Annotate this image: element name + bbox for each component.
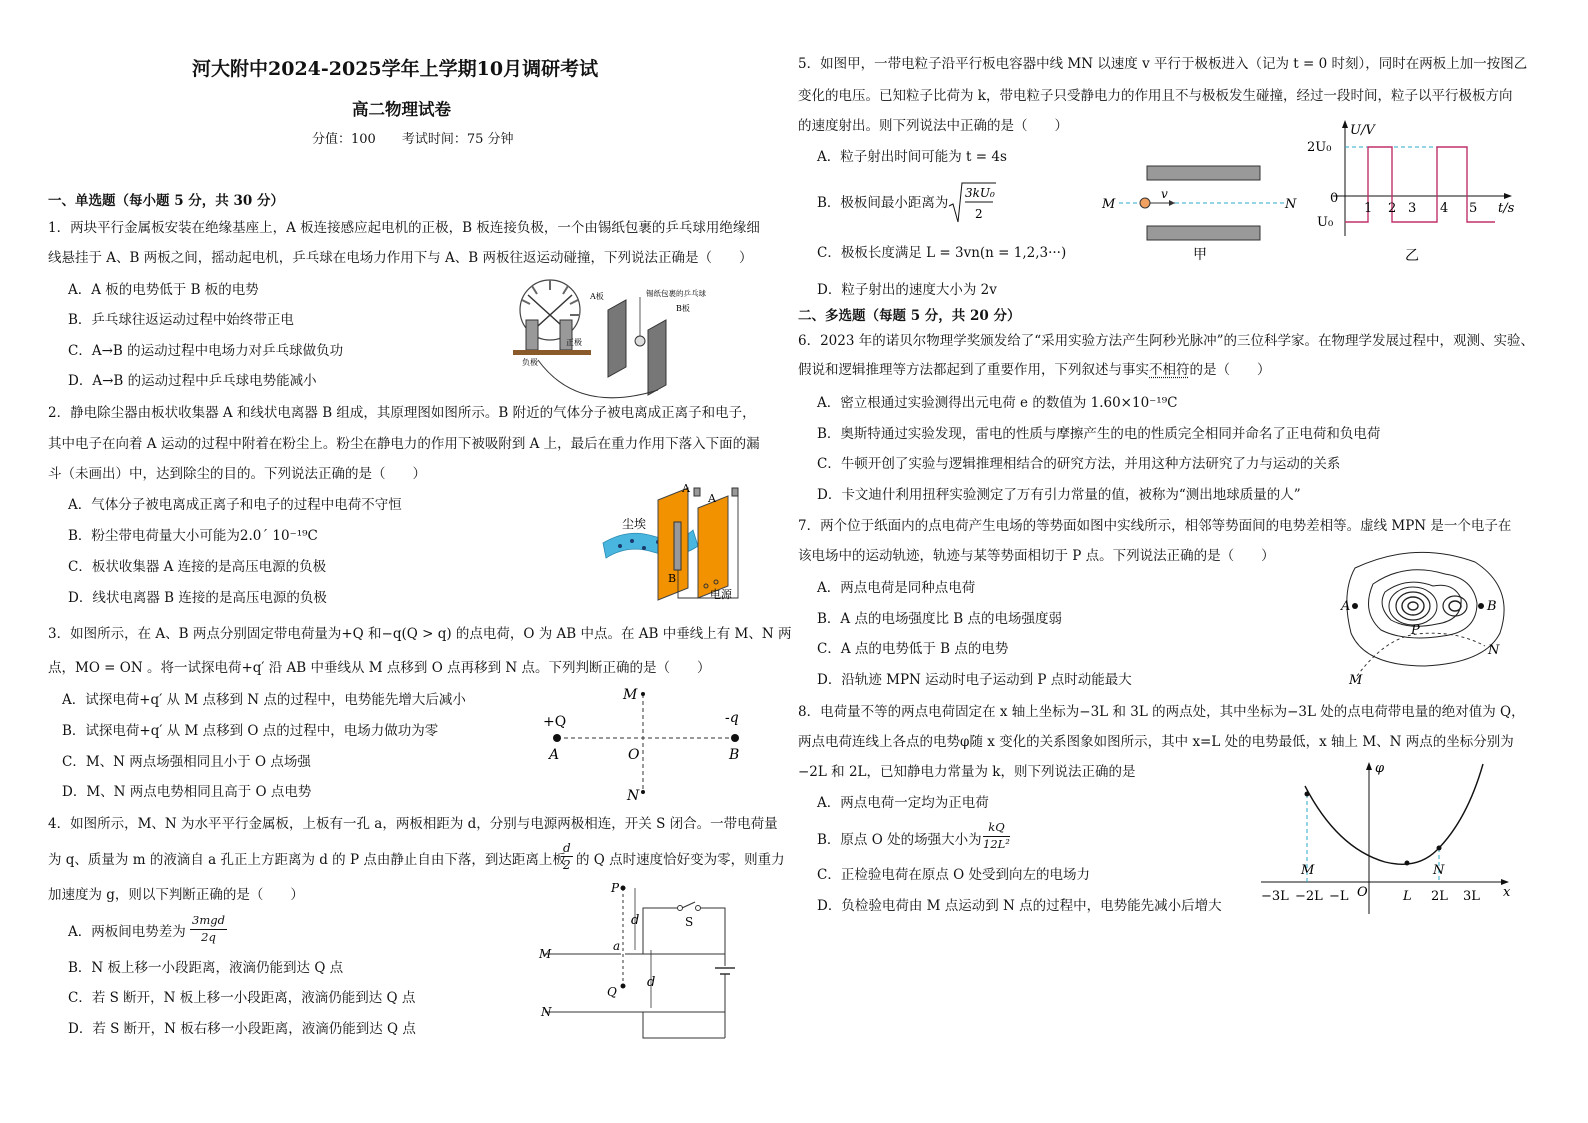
q7-fig-m-label: M: [1349, 673, 1363, 688]
q6-stem-line1: 6．2023 年的诺贝尔物理学奖颁发给了“采用实验方法产生阿秒光脉冲”的三位科学家。在物理学发展过程中，观测、实验、: [798, 333, 1535, 349]
q5-fig-v-label: v: [1161, 187, 1168, 201]
q5-figure-jia: [1095, 160, 1295, 265]
q1-stem-line1: 1．两块平行金属板安装在绝缘基座上，A 板连接感应起电机的正极，B 板连接负极，一个由锡纸包裹的乒乓球用绝缘细: [48, 220, 760, 236]
q3-stem-line1: 3．如图所示，在 A、B 两点分别固定带电荷量为+Q 和−q(Q > q) 的点电荷，O 为 AB 中点。在 AB 中垂线上有 M、N 两: [48, 626, 792, 642]
q4-fig-n-label: N: [541, 1005, 552, 1019]
q4-fig-q-label: Q: [607, 985, 617, 999]
q2-fig-a1-label: A: [682, 482, 690, 495]
q3-fig-b-label: B: [729, 747, 740, 763]
q7-fig-n-label: N: [1488, 643, 1500, 658]
q4-frac-num: d: [563, 841, 571, 855]
q8-option-b-prefix[interactable]: B．原点 O 处的场强大小为: [817, 832, 982, 848]
q5-fig-m-label: M: [1102, 197, 1116, 212]
q2-figure: [598, 478, 773, 603]
q6-option-b[interactable]: B．奥斯特通过实验发现，雷电的性质与摩擦产生的电的性质完全相同并命名了正电荷和负电荷: [817, 426, 1381, 442]
q1-fig-base-label: 负极: [522, 358, 538, 367]
q7-option-c[interactable]: C．A 点的电势低于 B 点的电势: [817, 641, 1009, 657]
q7-option-b[interactable]: B．A 点的电场强度比 B 点的电场强度弱: [817, 611, 1062, 627]
q5-fig-tunit: t/s: [1498, 201, 1515, 216]
q5-fig-t3: 3: [1408, 201, 1417, 216]
q8-fig-ml: −L: [1329, 889, 1349, 904]
q8-option-c[interactable]: C．正检验电荷在原点 O 处受到向左的电场力: [817, 867, 1090, 883]
q6-stem-line2a: 假说和逻辑推理等方法都起到了重要作用，下列叙述与事实: [798, 362, 1149, 378]
q2-option-c[interactable]: C．板状收集器 A 连接的是高压电源的负极: [68, 559, 327, 575]
q5-stem-line1: 5．如图甲，一带电粒子沿平行板电容器中线 MN 以速度 v 平行于极板进入（记为 t = 0 时刻），同时在两板上加一按图乙: [798, 56, 1528, 72]
q3-fig-o-label: O: [628, 747, 640, 763]
q5-fig-t4: 4: [1440, 201, 1449, 216]
q5-option-d[interactable]: D．粒子射出的速度大小为 2v: [817, 282, 997, 298]
q4-figure: [535, 878, 745, 1043]
q4-stem-line2a: 为 q、质量为 m 的液滴自 a 孔正上方距离为 d 的 P 点由静止自由下落，到达距离上板: [48, 852, 566, 868]
q7-fig-p-label: P: [1411, 623, 1420, 638]
q8-b-den: 12L²: [983, 836, 1010, 851]
q6-stem-line2b: 的是（ ）: [1189, 362, 1271, 378]
q8-fig-n-label: N: [1433, 863, 1445, 878]
q8-fig-phi-label: φ: [1375, 761, 1385, 776]
q5-b-den: 2: [975, 207, 983, 221]
q7-figure: [1325, 548, 1520, 688]
q2-fig-dust-label: 尘埃: [622, 517, 647, 531]
q1-fig-pos-label: 正极: [566, 338, 582, 347]
q7-fig-a-label: A: [1341, 599, 1351, 614]
q8-fig-m-label: M: [1301, 863, 1315, 878]
q7-option-a[interactable]: A．两点电荷是同种点电荷: [817, 580, 976, 596]
q8-fig-m3l: −3L: [1261, 889, 1289, 904]
q3-fig-pq-label: +Q: [543, 714, 567, 730]
q8-fig-l: L: [1403, 889, 1412, 904]
q5-fig-t2: 2: [1388, 201, 1397, 216]
q2-fig-b-label: B: [668, 572, 677, 585]
exam-subtitle: 高二物理试卷: [352, 100, 451, 119]
q5-option-b-sqrt: [947, 180, 997, 226]
q7-stem-line1: 7．两个位于纸面内的点电荷产生电场的等势面如图中实线所示，相邻等势面间的电势差相等。虚线 MPN 是一个电子在: [798, 518, 1512, 534]
q5-stem-line3: 的速度射出。则下列说法中正确的是（ ）: [798, 118, 1068, 134]
q4-frac-den: 2: [563, 858, 571, 872]
exam-title: 河大附中2024-2025学年上学期10月调研考试: [192, 58, 599, 80]
q4-fig-s-label: S: [685, 915, 694, 929]
q5-option-c[interactable]: C．极板长度满足 L = 3vn(n = 1,2,3···): [817, 245, 1067, 261]
q4-stem-line1: 4．如图所示，M、N 为水平平行金属板，上板有一孔 a，两板相距为 d，分别与电源两极相连，开关 S 闭合。一带电荷量: [48, 816, 778, 832]
q2-option-d[interactable]: D．线状电离器 B 连接的是高压电源的负极: [68, 590, 327, 606]
q5-option-b-prefix[interactable]: B．极板间最小距离为: [817, 195, 949, 211]
q8-fig-m2l: −2L: [1295, 889, 1323, 904]
q5-option-a[interactable]: A．粒子射出时间可能为 t = 4s: [817, 149, 1007, 165]
q7-stem-line2: 该电场中的运动轨迹，轨迹与某等势面相切于 P 点。下列说法正确的是（ ）: [798, 548, 1275, 564]
q8-stem-line3: −2L 和 2L，已知静电力常量为 k，则下列说法正确的是: [798, 764, 1136, 780]
q1-option-d[interactable]: D．A→B 的运动过程中乒乓球电势能减小: [68, 373, 317, 389]
q3-fig-m-label: M: [623, 687, 638, 703]
q4-option-d[interactable]: D．若 S 断开，N 板右移一小段距离，液滴仍能到达 Q 点: [68, 1021, 416, 1037]
q3-fig-a-label: A: [549, 747, 560, 763]
q8-fig-p3l: 3L: [1463, 889, 1480, 904]
q5-fig-n-label: N: [1285, 197, 1297, 212]
exam-meta: 分值：100 考试时间：75 分钟: [312, 132, 514, 147]
q8-b-num: kQ: [983, 822, 1010, 837]
q2-stem-line3: 斗（未画出）中，达到除尘的目的。下列说法正确的是（ ）: [48, 466, 426, 482]
q4-option-c[interactable]: C．若 S 断开，N 板上移一小段距离，液滴仍能到达 Q 点: [68, 990, 416, 1006]
q5-fig-yi-label: 乙: [1405, 248, 1419, 264]
q2-option-b[interactable]: B．粉尘带电荷量大小可能为2.0´ 10⁻¹⁹C: [68, 528, 318, 544]
q5-figure-yi: [1303, 118, 1523, 268]
q4-fig-d2-label: d: [647, 975, 656, 990]
q4-frac: [561, 842, 573, 871]
q5-fig-ylabel: U/V: [1350, 123, 1375, 138]
q8-option-b-frac: [983, 822, 1010, 850]
q5-b-num: 3kU₀: [965, 186, 995, 200]
q2-fig-power-label: 电源: [710, 588, 732, 601]
q1-stem-line2: 线悬挂于 A、B 两板之间，摇动起电机，乒乓球在电场力作用下与 A、B 两板往返运动碰撞，下列说法正确是（ ）: [48, 250, 753, 266]
q2-stem-line2: 其中电子在向着 A 运动的过程中附着在粉尘上。粉尘在静电力的作用下被吸附到 A 上，最后在重力作用下落入下面的漏: [48, 436, 760, 452]
q3-figure: [535, 680, 760, 805]
q1-option-c[interactable]: C．A→B 的运动过程中电场力对乒乓球做负功: [68, 343, 344, 359]
q3-option-d[interactable]: D．M、N 两点电势相同且高于 O 点电势: [62, 784, 312, 800]
q4-fig-d1-label: d: [631, 913, 640, 928]
q8-fig-p2l: 2L: [1431, 889, 1448, 904]
q8-option-d[interactable]: D．负检验电荷由 M 点运动到 N 点的过程中，电势能先减小后增大: [817, 898, 1222, 914]
q4-stem-line2b: 的 Q 点时速度恰好变为零，则重力: [576, 852, 785, 868]
q8-stem-line2: 两点电荷连线上各点的电势φ随 x 变化的关系图象如图所示，其中 x=L 处的电势最低，x 轴上 M、N 两点的坐标分别为: [798, 734, 1514, 750]
q4-fig-p-label: P: [611, 881, 620, 895]
q8-fig-o-label: O: [1357, 885, 1368, 900]
q7-fig-b-label: B: [1487, 599, 1497, 614]
q2-fig-a2-label: A: [708, 492, 716, 505]
q7-option-d[interactable]: D．沿轨迹 MPN 运动时电子运动到 P 点时动能最大: [817, 672, 1132, 688]
q3-fig-n-label: N: [627, 788, 640, 804]
q4-option-b[interactable]: B．N 板上移一小段距离，液滴仍能到达 Q 点: [68, 960, 344, 976]
q5-fig-t5: 5: [1469, 201, 1478, 216]
section-multi-choice: 二、多选题（每题 5 分，共 20 分）: [798, 308, 1021, 324]
q6-not-match-emphasis: 不相符: [1149, 362, 1190, 378]
q3-option-c[interactable]: C．M、N 两点场强相同且小于 O 点场强: [62, 754, 311, 770]
q4-stem-line3: 加速度为 g，则以下判断正确的是（ ）: [48, 887, 304, 903]
q1-option-b[interactable]: B．乒乓球往返运动过程中始终带正电: [68, 312, 294, 328]
q2-stem-line1: 2．静电除尘器由板状收集器 A 和线状电离器 B 组成，其原理图如图所示。B 附近的气体分子被电离成正离子和电子，: [48, 405, 756, 421]
q6-stem-line2: [798, 362, 1271, 378]
q8-option-a[interactable]: A．两点电荷一定均为正电荷: [817, 795, 989, 811]
q1-fig-b-label: B板: [676, 304, 690, 313]
q6-option-a[interactable]: A．密立根通过实验测得出元电荷 e 的数值为 1.60×10⁻¹⁹C: [817, 395, 1178, 411]
q4-fig-m-label: M: [539, 947, 552, 961]
q5-fig-y2u: 2U₀: [1307, 140, 1332, 155]
q2-option-a[interactable]: A．气体分子被电离成正离子和电子的过程中电荷不守恒: [68, 497, 402, 513]
q3-stem-line2: 点，MO = ON 。将一试探电荷+q′ 沿 AB 中垂线从 M 点移到 O 点再移到 N 点。下列判断正确的是（ ）: [48, 660, 711, 676]
q6-option-d[interactable]: D．卡文迪什利用扭秤实验测定了万有引力常量的值，被称为“测出地球质量的人”: [817, 487, 1301, 503]
section-single-choice: 一、单选题（每小题 5 分，共 30 分）: [48, 193, 284, 209]
q5-stem-line2: 变化的电压。已知粒子比荷为 k，带电粒子只受静电力的作用且不与极板发生碰撞，经过一段时间，粒子以平行极板方向: [798, 88, 1513, 104]
q1-fig-ball-label: 锡纸包裹的乒乓球: [646, 289, 706, 298]
q5-fig-jia-label: 甲: [1193, 247, 1207, 263]
q4-option-a-frac: [190, 915, 227, 943]
q4-a-num: 3mgd: [190, 915, 227, 930]
q5-fig-t1: 1: [1364, 201, 1373, 216]
q5-fig-y0: 0: [1330, 191, 1339, 206]
q4-a-den: 2q: [201, 929, 216, 944]
q3-option-a[interactable]: A．试探电荷+q′ 从 M 点移到 N 点的过程中，电势能先增大后减小: [62, 692, 466, 708]
q1-option-a[interactable]: A．A 板的电势低于 B 板的电势: [68, 282, 259, 298]
q8-figure: [1257, 758, 1517, 918]
q4-option-a-prefix[interactable]: A．两板间电势差为: [68, 924, 186, 940]
q3-option-b[interactable]: B．试探电荷+q′ 从 M 点移到 O 点的过程中，电场力做功为零: [62, 723, 439, 739]
q1-fig-a-label: A板: [590, 292, 604, 301]
q8-fig-x-label: x: [1503, 885, 1511, 900]
q5-fig-yu: U₀: [1317, 215, 1334, 230]
q4-fig-a-label: a: [613, 939, 621, 953]
q3-fig-nq-label: -q: [725, 710, 739, 726]
q8-stem-line1: 8．电荷量不等的两点电荷固定在 x 轴上坐标为−3L 和 3L 的两点处，其中坐标为−3L 处的点电荷带电量的绝对值为 Q，: [798, 704, 1525, 720]
q6-option-c[interactable]: C．牛顿开创了实验与逻辑推理相结合的研究方法，并用这种方法研究了力与运动的关系: [817, 456, 1341, 472]
q1-figure: [508, 275, 708, 405]
